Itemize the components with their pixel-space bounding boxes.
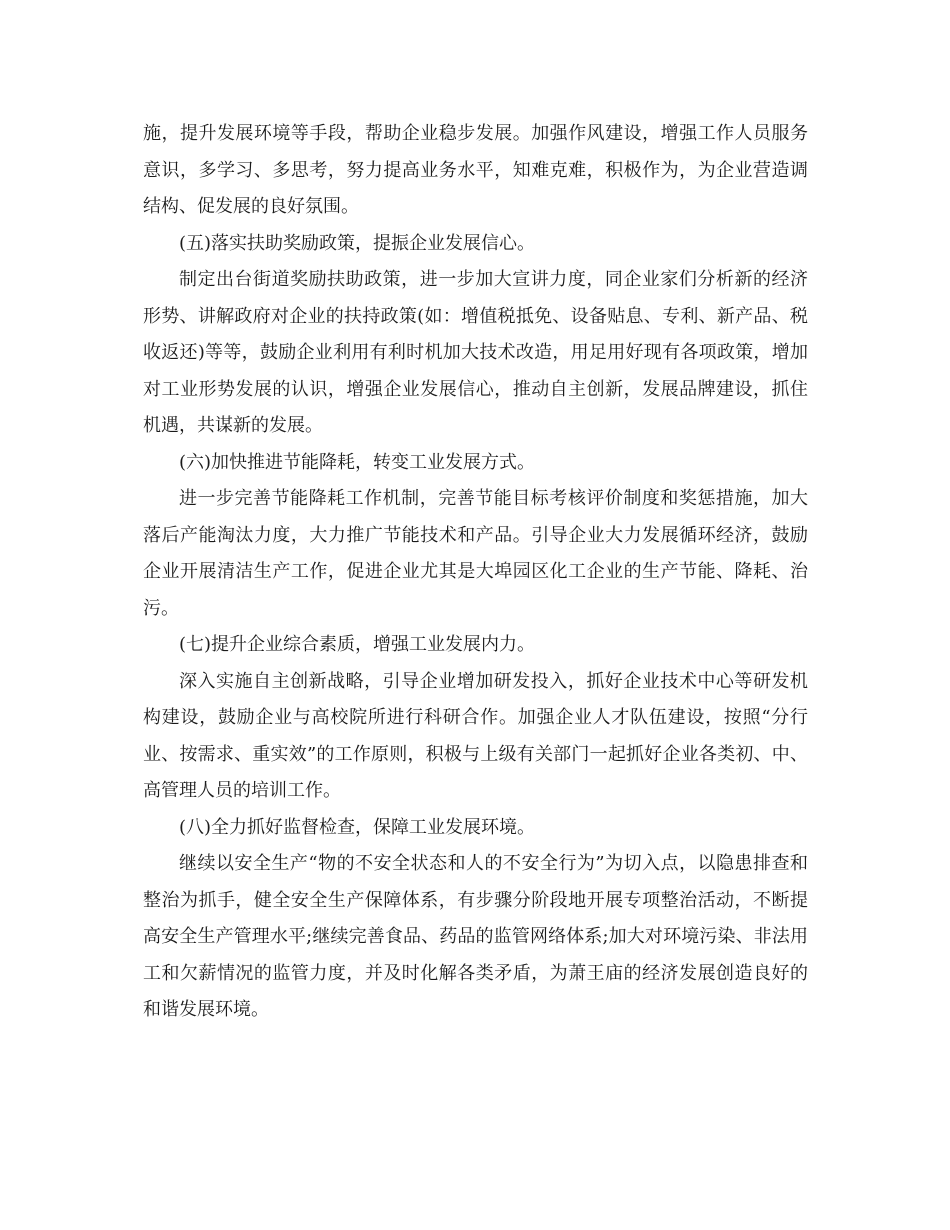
section-heading-7: (七)提升企业综合素质，增强工业发展内力。 bbox=[179, 634, 536, 655]
paragraph-5: 制定出台街道奖励扶助政策，进一步加大宣讲力度，同企业家们分析新的经济形势、讲解政府对企业的扶持政策(如：增值税抵免、设备贴息、专利、新产品、税收返还)等等，鼓励企业利用有利时机加大技术改造，用足用好现有各项政策，增加对工业形势发展的认识，增强企业发展信心，推动自主创新，发展品牌建设，抓住机遇，共谋新的发展。 bbox=[143, 269, 808, 436]
section-heading-8: (八)全力抓好监督检查，保障工业发展环境。 bbox=[179, 816, 536, 838]
section-heading-6: (六)加快推进节能降耗，转变工业发展方式。 bbox=[179, 451, 536, 473]
section-heading-5: (五)落实扶助奖励政策，提振企业发展信心。 bbox=[179, 232, 536, 254]
paragraph-8: 继续以安全生产“物的不安全状态和人的不安全行为”为切入点，以隐患排查和整治为抓手，健全安全生产保障体系，有步骤分阶段地开展专项整治活动，不断提高安全生产管理水平;继续完善食品、药品的监管网络体系;加大对环境污染、非法用工和欠薪情况的监管力度，并及时化解各类矛盾，为萧王庙的经济发展创造良好的和谐发展环境。 bbox=[143, 853, 808, 1020]
paragraph-6: 进一步完善节能降耗工作机制，完善节能目标考核评价制度和奖惩措施，加大落后产能淘汰力度，大力推广节能技术和产品。引导企业大力发展循环经济，鼓励企业开展清洁生产工作，促进企业尤其是大埠园区化工企业的生产节能、降耗、治污。 bbox=[143, 488, 808, 619]
paragraph-7: 深入实施自主创新战略，引导企业增加研发投入，抓好企业技术中心等研发机构建设，鼓励企业与高校院所进行科研合作。加强企业人才队伍建设，按照“分行业、按需求、重实效”的工作原则，积极与上级有关部门一起抓好企业各类初、中、高管理人员的培训工作。 bbox=[143, 670, 808, 801]
document-body bbox=[143, 116, 808, 1029]
paragraph-continued: 施，提升发展环境等手段，帮助企业稳步发展。加强作风建设，增强工作人员服务意识，多学习、多思考，努力提高业务水平，知难克难，积极作为，为企业营造调结构、促发展的良好氛围。 bbox=[143, 123, 808, 217]
